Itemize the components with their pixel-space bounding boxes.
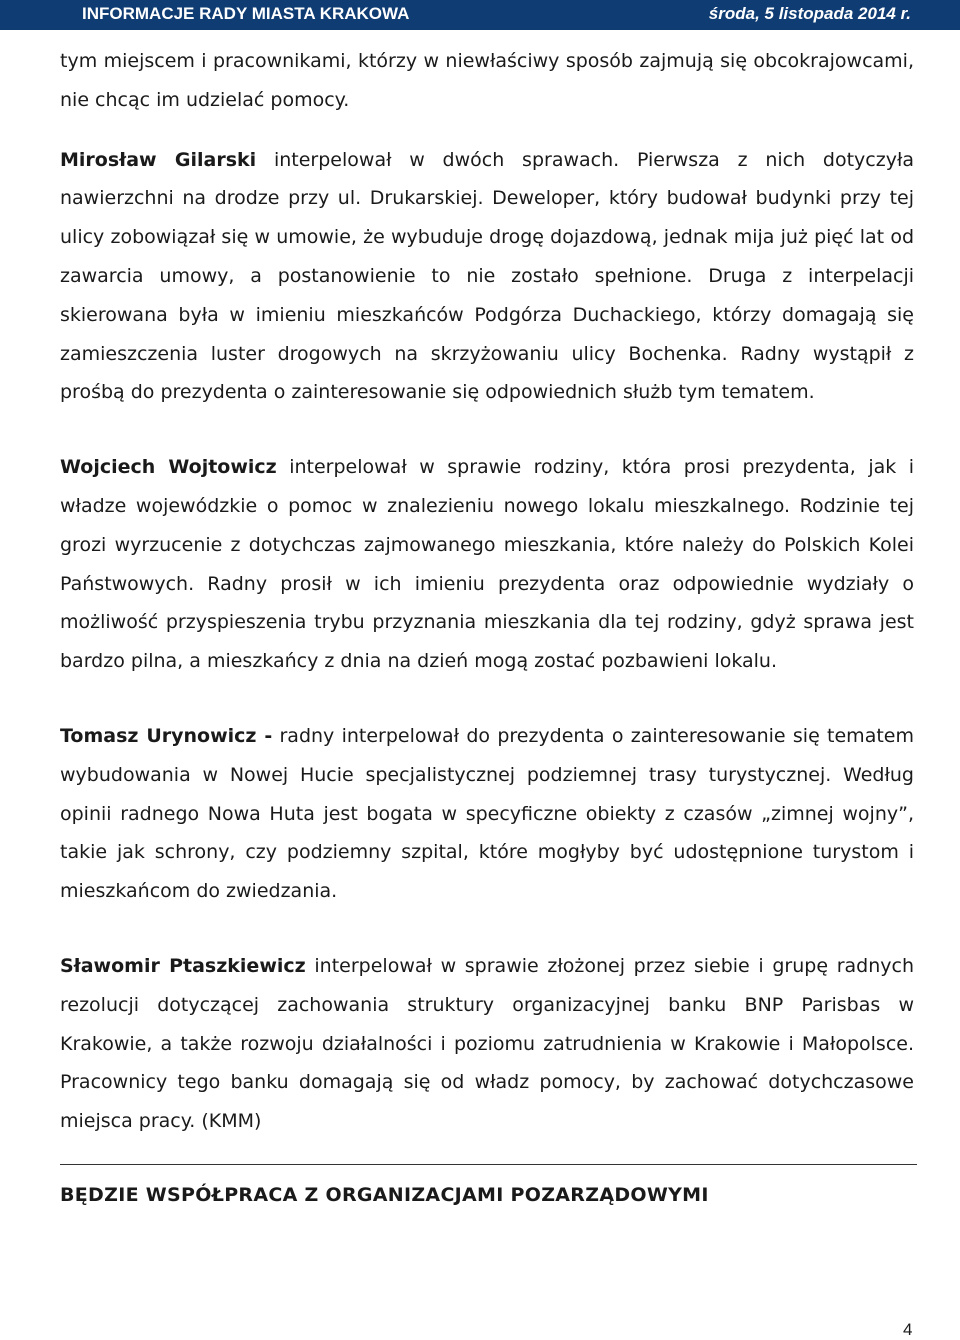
article-body [60,42,914,1141]
paragraph-text: radny interpelował do prezydenta o zainteresowanie się tematem wybudowania w Nowej Hucie specjalistycznej podziemnej trasy turystycznej. Według opinii radnego Nowa Huta jest bogata w specyficzne obiekty z czasów „zimnej wojny”, takie jak schrony, czy podziemny szpital, które mogłyby być udostępnione turystom i mieszkańcom do zwiedzania. [60,724,914,903]
section-heading: BĘDZIE WSPÓŁPRACA Z ORGANIZACJAMI POZARZĄDOWYMI [60,1184,709,1206]
paragraph-text: interpelował w dwóch sprawach. Pierwsza z nich dotyczyła nawierzchni na drodze przy ul. Drukarskiej. Deweloper, który budował budynki przy tej ulicy zobowiązał się w umowie, że wybuduje drogę dojazdową, jednak mija już pięć lat od zawarcia umowy, a postanowienie to nie zostało spełnione. Druga z interpelacji skierowana była w imieniu mieszkańców Podgórza Duchackiego, którzy domagają się zamieszczenia luster drogowych na skrzyżowaniu ulicy Bochenka. Radny wystąpił z prośbą do prezydenta o zainteresowanie się odpowiednich służb tym tematem. [60,148,914,404]
councillor-name: Sławomir Ptaszkiewicz [60,954,306,977]
page-header [0,0,960,30]
paragraph-ptaszkiewicz [60,947,914,1141]
paragraph-text: interpelował w sprawie złożonej przez siebie i grupę radnych rezolucji dotyczącej zachowania struktury organizacyjnej banku BNP Parisbas w Krakowie, a także rozwoju działalności i poziomu zatrudnienia w Krakowie i Małopolsce. Pracownicy tego banku domagają się od władz pomocy, by zachować dotychczasowe miejsca pracy. (KMM) [60,954,914,1133]
paragraph-text: tym miejscem i pracownikami, którzy w niewłaściwy sposób zajmują się obcokrajowcami, nie chcąc im udzielać pomocy. [60,50,914,111]
page-number: 4 [903,1320,913,1339]
section-divider [60,1164,917,1165]
paragraph-gilarski [60,141,914,413]
councillor-name: Wojciech Wojtowicz [60,456,277,479]
publication-title: INFORMACJE RADY MIASTA KRAKOWA [82,4,410,23]
councillor-name: Tomasz Urynowicz - [60,724,273,747]
councillor-name: Mirosław Gilarski [60,148,257,171]
paragraph-wojtowicz [60,448,914,681]
paragraph-text: interpelował w sprawie rodziny, która prosi prezydenta, jak i władze wojewódzkie o pomoc w znalezieniu nowego lokalu mieszkalnego. Rodzinie tej grozi wyrzucenie z dotychczas zajmowanego mieszkania, które należy do Polskich Kolei Państwowych. Radny prosił w ich imieniu prezydenta oraz odpowiednie wydziały o możliwość przyspieszenia trybu przyznania mieszkania dla tej rodziny, gdyż sprawa jest bardzo pilna, a mieszkańcy z dnia na dzień mogą zostać pozbawieni lokalu. [60,456,915,673]
issue-date: środa, 5 listopada 2014 r. [708,4,911,23]
paragraph-urynowicz [60,717,914,911]
paragraph-continuation [60,42,914,120]
